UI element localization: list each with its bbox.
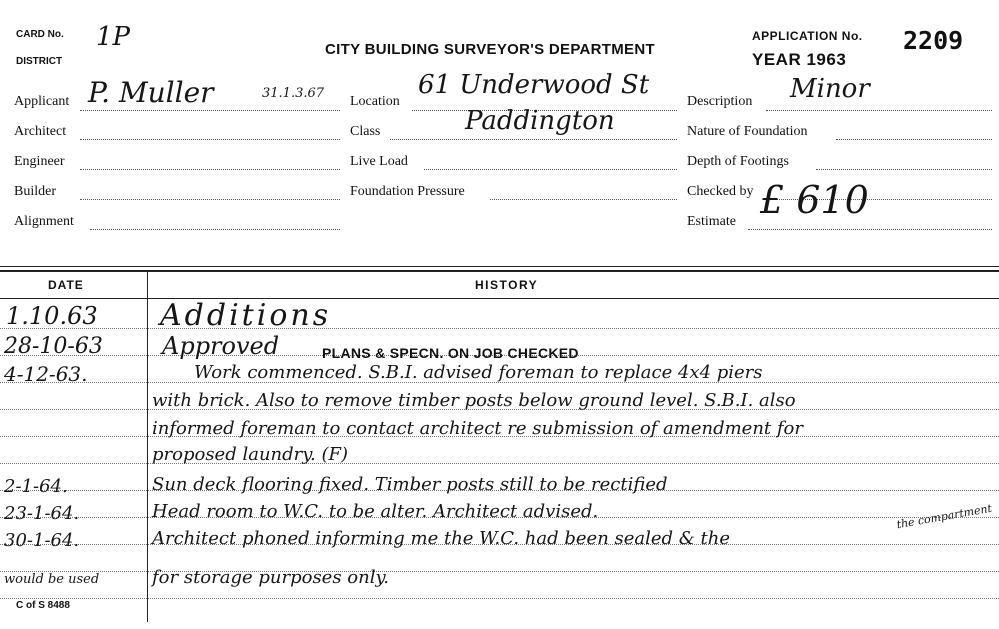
row-text: for storage purposes only.: [152, 567, 389, 588]
row-date: would be used: [4, 572, 100, 587]
location-label: Location: [350, 94, 400, 109]
margin-note: the compartment: [895, 501, 993, 532]
row-text: informed foreman to contact architect re submission of amendment for: [152, 418, 803, 439]
applicant-extra: 31.1.3.67: [262, 86, 325, 101]
date-header: DATE: [48, 278, 84, 292]
district-label: DISTRICT: [16, 56, 63, 67]
row-date: 28-10-63: [4, 334, 103, 359]
department-title: CITY BUILDING SURVEYOR'S DEPARTMENT: [325, 41, 655, 58]
estimate-value: £ 610: [760, 178, 869, 222]
row-text: proposed laundry. (F): [152, 444, 349, 465]
card-no-label: CARD No.: [16, 29, 64, 40]
description-value: Minor: [790, 74, 870, 104]
application-number: 2209: [903, 26, 964, 55]
row-text: Head room to W.C. to be alter. Architect advised.: [152, 501, 599, 522]
depth-of-footings-label: Depth of Footings: [687, 154, 789, 169]
row-text: Architect phoned informing me the W.C. had been sealed & the: [152, 528, 731, 549]
description-label: Description: [687, 94, 753, 109]
date-column-divider: [147, 270, 148, 622]
location-value-suburb: Paddington: [465, 106, 615, 136]
builder-label: Builder: [14, 184, 56, 199]
alignment-label: Alignment: [14, 214, 74, 229]
class-label: Class: [350, 124, 381, 139]
row-date: 2-1-64.: [4, 476, 68, 497]
application-label: APPLICATION No.: [752, 29, 863, 43]
row-text: Additions: [160, 298, 332, 333]
district-value: 1P: [96, 22, 131, 52]
nature-of-foundation-label: Nature of Foundation: [687, 124, 808, 139]
year-label: YEAR 1963: [752, 50, 847, 69]
row-text: with brick. Also to remove timber posts below ground level. S.B.I. also: [152, 390, 796, 411]
checked-by-label: Checked by: [687, 184, 754, 199]
live-load-label: Live Load: [350, 154, 408, 169]
engineer-label: Engineer: [14, 154, 65, 169]
plans-checked-stamp: PLANS & SPECN. ON JOB CHECKED: [322, 345, 579, 361]
architect-label: Architect: [14, 124, 67, 139]
row-date: 4-12-63.: [4, 362, 88, 386]
estimate-label: Estimate: [687, 214, 736, 229]
applicant-label: Applicant: [14, 94, 70, 109]
foundation-pressure-label: Foundation Pressure: [350, 184, 465, 199]
row-text: Approved: [162, 332, 280, 360]
row-text: Sun deck flooring fixed. Timber posts still to be rectified: [152, 474, 668, 495]
applicant-value: P. Muller: [88, 76, 214, 109]
row-text: Work commenced. S.B.I. advised foreman to replace 4x4 piers: [194, 362, 763, 383]
row-date: 23-1-64.: [4, 503, 80, 524]
row-date: 30-1-64.: [4, 530, 80, 551]
location-value: 61 Underwood St: [418, 70, 650, 100]
form-code: C of S 8488: [16, 600, 70, 611]
row-date: 1.10.63: [6, 302, 98, 330]
history-header: HISTORY: [475, 278, 539, 292]
